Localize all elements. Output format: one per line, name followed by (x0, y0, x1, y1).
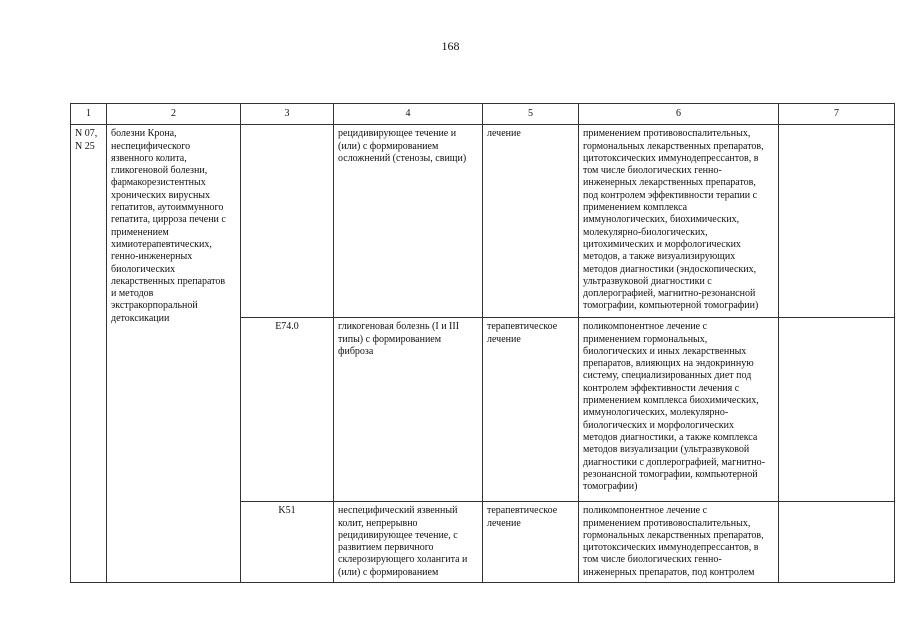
treatment-type: терапевтическое лечение (487, 505, 558, 529)
header-col-2: 2 (107, 104, 241, 125)
diagnosis-code: E74.0 (275, 321, 299, 333)
header-col-3: 3 (241, 104, 334, 125)
patient-model: неспецифический язвенный колит, непрерывно рецидивирующее течение, с развитием первичного склерозирующего холангита и (или) с формированием (338, 505, 468, 578)
treatment-method: поликомпонентное лечение с применением противовоспалительных, гормональных лекарственных препаратов, цитотоксических иммунодепрессантов, в том числе биологических генно- инженерных препаратов, под контролем (583, 505, 764, 578)
medical-care-table (70, 103, 895, 583)
extra-cell (779, 125, 895, 318)
group-code: N 07, N 25 (75, 128, 98, 152)
group-name: болезни Крона, неспецифического язвенного колита, гликогеновой болезни, фармакорезистентных хронических вирусных гепатитов, аутоиммунного гепатита, цирроза печени с применением химиотерапевтических, генно-инженерных биологических лекарственных препаратов и методов экстракорпоральной детоксикации (111, 128, 226, 324)
table-row (71, 125, 895, 318)
treatment-method: применением противовоспалительных, гормональных лекарственных препаратов, цитотоксических иммунодепрессантов, в том числе биологических генно- инженерных лекарственных препаратов, под контролем эффективности терапии с применением комплекса иммунологических, биохимических, молекулярно-биологических, цитохимических и морфологических методов, а также визуализирующих методов диагностики (эндоскопических, ультразвуковой диагностики с доплерографией, магнитно-резонансной томографии, компьютерной томографии) (583, 128, 764, 312)
header-col-6: 6 (579, 104, 779, 125)
treatment-type-cell (483, 318, 579, 502)
treatment-type-cell (483, 502, 579, 583)
group-name-cell (107, 125, 241, 583)
treatment-type: лечение (487, 128, 521, 140)
diagnosis-code-cell (241, 318, 334, 502)
header-col-5: 5 (483, 104, 579, 125)
header-row (71, 104, 895, 125)
extra-cell (779, 502, 895, 583)
patient-model: рецидивирующее течение и (или) с формированием осложнений (стенозы, свищи) (338, 128, 467, 164)
group-code-cell (71, 125, 107, 583)
treatment-method: поликомпонентное лечение с применением гормональных, биологических и иных лекарственных препаратов, влияющих на эндокринную систему, специализированных диет под контролем эффективности лечения с применением комплекса биохимических, иммунологических, молекулярно- биологических и морфологических методов диагностики, а также комплекса методов визуализации (ультразвуковой диагностики с доплерографией, магнитно- резонансной томографии, компьютерной томографии) (583, 321, 765, 493)
patient-model-cell (334, 125, 483, 318)
diagnosis-code-cell (241, 502, 334, 583)
treatment-method-cell (579, 125, 779, 318)
header-col-4: 4 (334, 104, 483, 125)
treatment-type-cell (483, 125, 579, 318)
treatment-type: терапевтическое лечение (487, 321, 558, 345)
extra-cell (779, 318, 895, 502)
patient-model: гликогеновая болезнь (I и III типы) с формированием фиброза (338, 321, 460, 357)
page-number: 168 (441, 39, 460, 53)
diagnosis-code-cell (241, 125, 334, 318)
header-col-7: 7 (779, 104, 895, 125)
patient-model-cell (334, 502, 483, 583)
treatment-method-cell (579, 502, 779, 583)
treatment-method-cell (579, 318, 779, 502)
header-col-1: 1 (71, 104, 107, 125)
patient-model-cell (334, 318, 483, 502)
diagnosis-code: K51 (278, 505, 296, 517)
